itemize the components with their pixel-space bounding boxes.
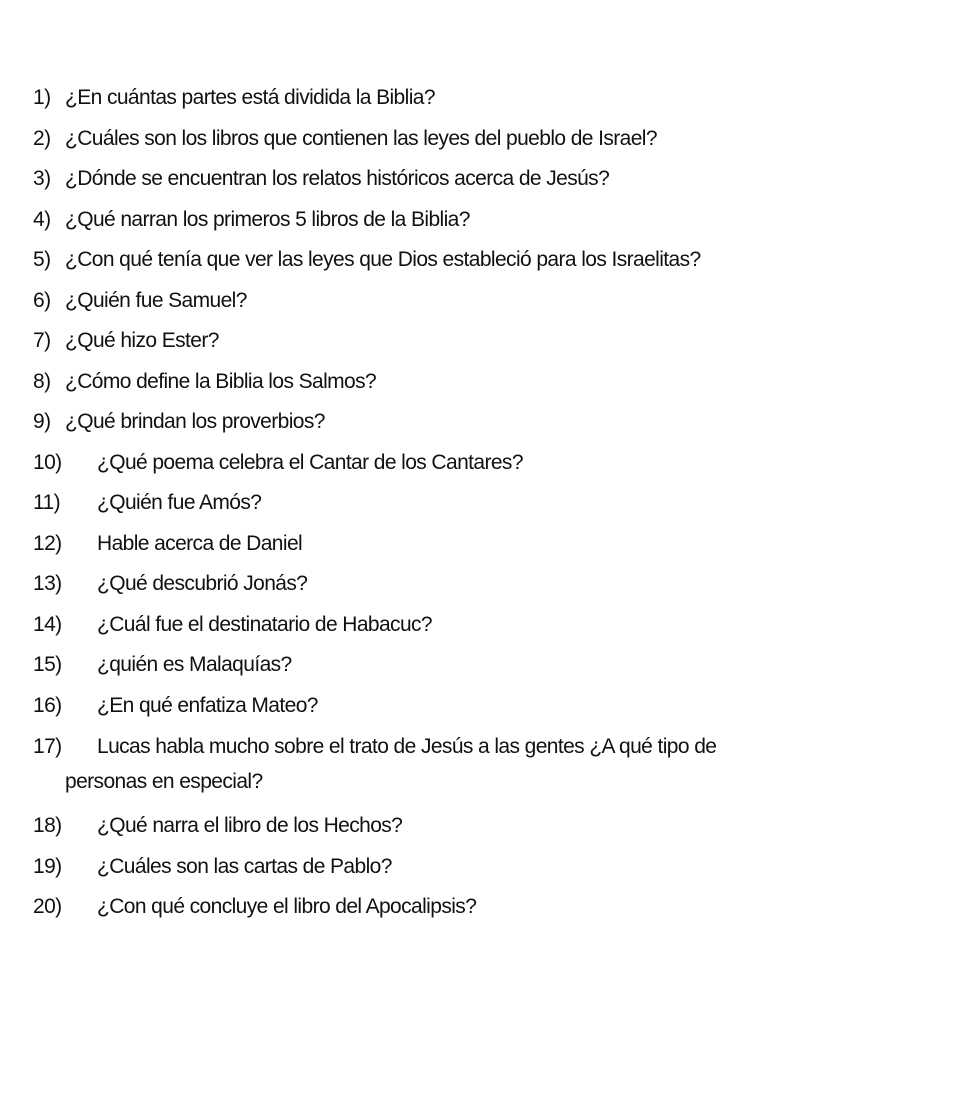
question-number: 4) [33,207,51,231]
question-text: ¿Qué descubrió Jonás? [97,572,308,595]
question-text: ¿Qué poema celebra el Cantar de los Cantares? [97,450,523,474]
question-text: ¿Qué brindan los proverbios? [65,410,325,433]
question-item [33,121,913,162]
question-number: 9) [33,410,51,433]
question-text: ¿Cómo define la Biblia los Salmos? [65,369,377,393]
question-number: 17) [33,735,62,758]
question-item [33,364,913,405]
question-number: 14) [33,612,62,636]
question-number: 2) [33,126,51,150]
question-text: ¿Qué narra el libro de los Hechos? [97,814,403,837]
question-item [33,647,913,688]
question-item [33,445,913,486]
question-number: 11) [33,491,60,514]
question-item [33,566,913,607]
question-item [33,80,913,121]
question-item [33,485,913,526]
question-text: ¿Cuál fue el destinatario de Habacuc? [97,612,433,636]
question-number: 16) [33,693,62,717]
question-item [33,849,913,890]
question-number: 6) [33,288,51,312]
question-text: ¿Qué narran los primeros 5 libros de la Biblia? [65,207,470,231]
question-number: 1) [33,86,51,109]
question-number: 3) [33,167,51,190]
question-text: Lucas habla mucho sobre el trato de Jesús a las gentes ¿A qué tipo de [97,735,717,758]
question-item [33,808,913,849]
question-text: ¿Cuáles son las cartas de Pablo? [97,854,392,878]
question-item [33,283,913,324]
question-number: 15) [33,653,62,676]
question-number: 20) [33,895,62,918]
question-item [33,607,913,648]
question-item [33,202,913,243]
question-item [33,728,913,808]
question-text: ¿En cuántas partes está dividida la Biblia? [65,86,435,109]
question-item [33,889,913,930]
question-item [33,526,913,567]
question-list [33,80,913,930]
question-item [33,161,913,202]
question-number: 10) [33,450,62,474]
question-number: 12) [33,531,62,555]
question-text: ¿Qué hizo Ester? [65,329,219,352]
question-text: ¿Con qué tenía que ver las leyes que Dios estableció para los Israelitas? [65,248,701,271]
question-number: 19) [33,854,62,878]
question-number: 18) [33,814,62,837]
question-text: ¿En qué enfatiza Mateo? [97,693,318,717]
question-text: Hable acerca de Daniel [97,531,303,555]
question-number: 13) [33,572,62,595]
question-number: 7) [33,329,51,352]
question-item [33,404,913,445]
question-text: ¿Quién fue Amós? [97,491,262,514]
question-number: 8) [33,369,51,393]
question-item [33,688,913,729]
question-text: ¿Quién fue Samuel? [65,288,247,312]
question-text: ¿Cuáles son los libros que contienen las leyes del pueblo de Israel? [65,126,657,150]
question-text-continuation: personas en especial? [65,770,263,793]
question-text: ¿quién es Malaquías? [97,653,292,676]
question-item [33,242,913,283]
question-text: ¿Con qué concluye el libro del Apocalipsis? [97,895,477,918]
question-number: 5) [33,248,51,271]
question-item [33,323,913,364]
question-text: ¿Dónde se encuentran los relatos históricos acerca de Jesús? [65,167,610,190]
